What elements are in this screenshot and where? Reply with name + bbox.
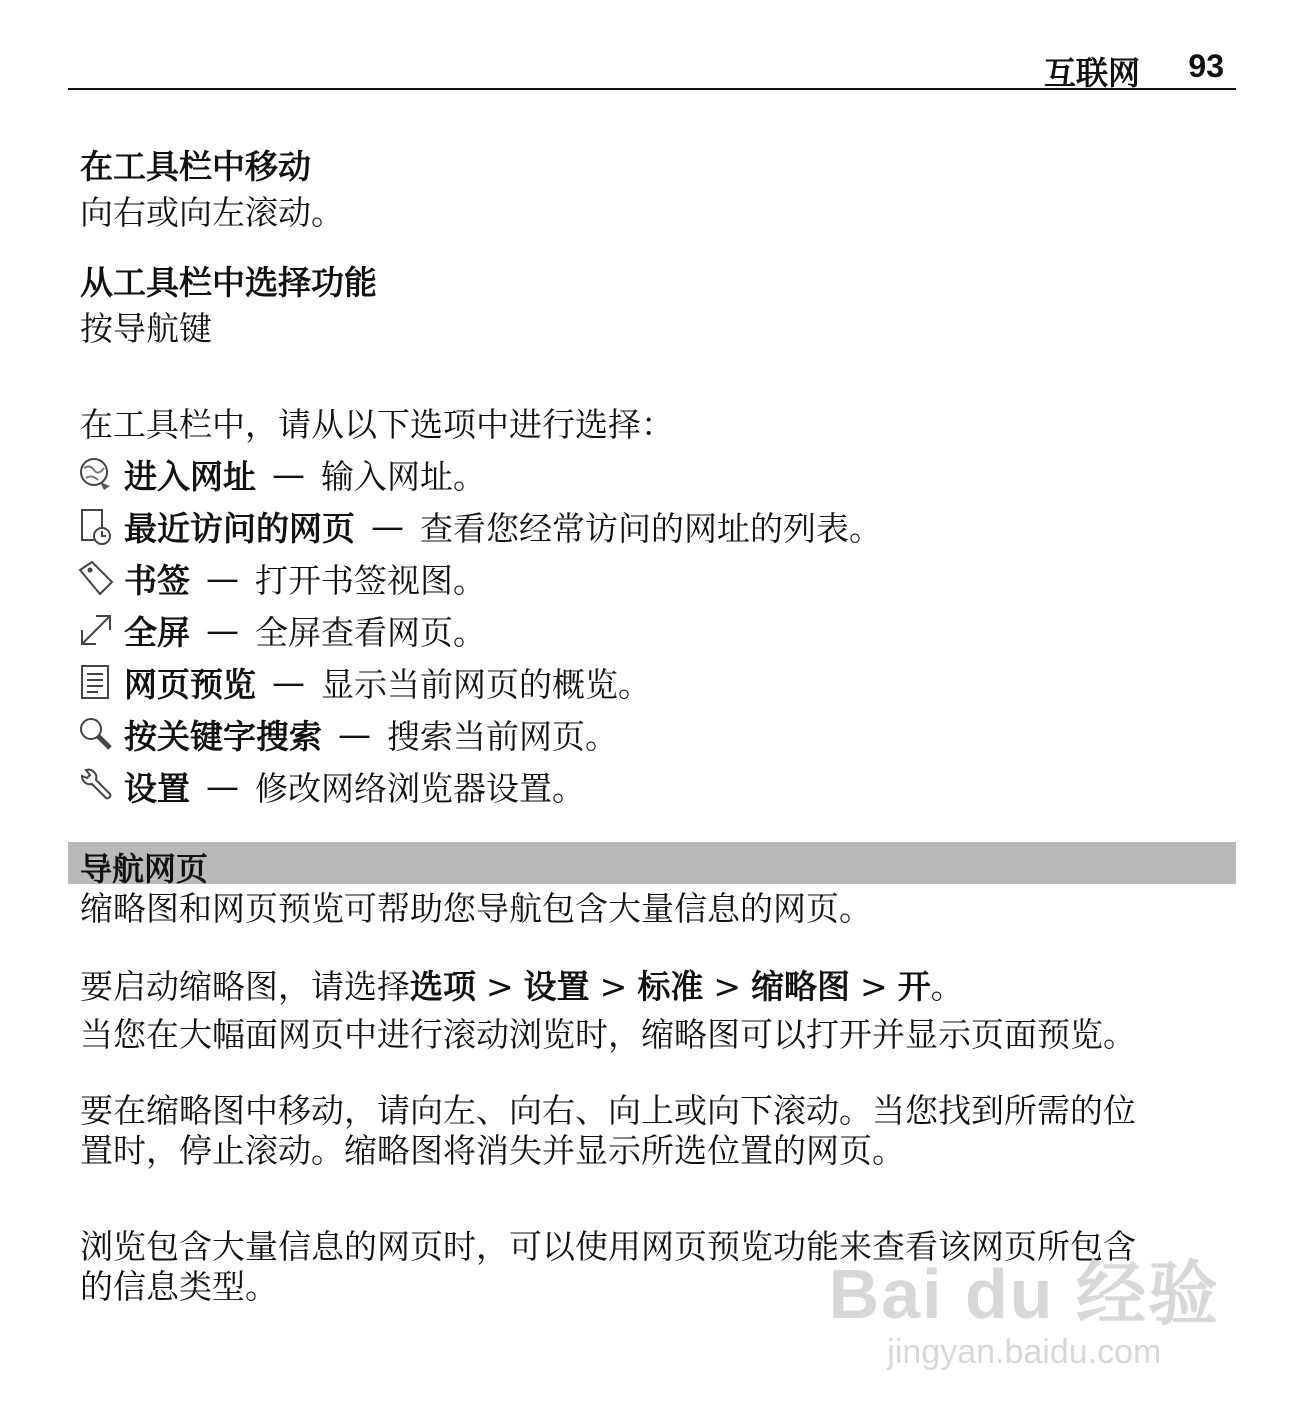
option-dash: — xyxy=(206,766,239,806)
globe-arrow-icon xyxy=(76,454,116,494)
option-keyword-search xyxy=(76,709,618,759)
recent-pages-icon xyxy=(76,506,116,546)
bookmark-tag-icon xyxy=(76,558,116,598)
fullscreen-arrow-icon xyxy=(76,610,116,650)
paragraph-line: 浏览包含大量信息的网页时，可以使用网页预览功能来查看该网页所包含 xyxy=(80,1227,1136,1266)
instruction-suffix: 。 xyxy=(930,967,964,1006)
option-desc: 全屏查看网页。 xyxy=(255,612,486,652)
toolbar-move-text: 向右或向左滚动。 xyxy=(80,193,344,232)
paragraph-line: 的信息类型。 xyxy=(80,1267,278,1306)
page-header xyxy=(68,40,1236,90)
watermark-url: jingyan.baidu.com xyxy=(887,1333,1162,1371)
option-recent-pages xyxy=(76,501,882,551)
option-name: 进入网址 xyxy=(124,456,256,496)
menu-path-standard: 标准 xyxy=(637,967,704,1006)
option-name: 网页预览 xyxy=(124,664,256,704)
toolbar-move-heading: 在工具栏中移动 xyxy=(80,147,311,186)
option-dash: — xyxy=(272,662,305,702)
page-number: 93 xyxy=(1188,48,1224,84)
option-desc: 打开书签视图。 xyxy=(255,560,486,600)
path-separator: > xyxy=(486,967,514,1006)
option-dash: — xyxy=(206,610,239,650)
thumbnail-start-instruction xyxy=(80,964,1230,1010)
option-page-preview xyxy=(76,657,651,707)
instruction-prefix: 要启动缩略图，请选择 xyxy=(80,967,410,1006)
thumbnail-move-paragraph xyxy=(80,1088,1230,1174)
option-desc: 显示当前网页的概览。 xyxy=(321,664,651,704)
option-dash: — xyxy=(206,558,239,598)
option-bookmarks xyxy=(76,553,486,603)
option-desc: 搜索当前网页。 xyxy=(387,716,618,756)
magnifier-icon xyxy=(76,714,116,754)
menu-path-settings: 设置 xyxy=(523,967,590,1006)
toolbar-select-text: 按导航键 xyxy=(80,309,212,348)
menu-path-on: 开 xyxy=(897,967,931,1006)
option-settings xyxy=(76,761,585,811)
option-desc: 输入网址。 xyxy=(321,456,486,496)
section-title: 导航网页 xyxy=(80,850,209,888)
toolbar-select-section xyxy=(80,260,1230,352)
path-separator: > xyxy=(859,967,888,1006)
option-name: 设置 xyxy=(124,768,190,808)
paragraph-line: 要在缩略图中移动，请向左、向右、向上或向下滚动。当您找到所需的位 xyxy=(80,1091,1136,1130)
menu-path-thumbnail: 缩略图 xyxy=(750,967,850,1006)
option-name: 最近访问的网页 xyxy=(124,508,355,548)
option-name: 按关键字搜索 xyxy=(124,716,322,756)
path-separator: > xyxy=(713,967,741,1006)
options-intro: 在工具栏中，请从以下选项中进行选择： xyxy=(80,405,674,444)
section-header-bar xyxy=(68,842,1236,888)
section-intro: 缩略图和网页预览可帮助您导航包含大量信息的网页。 xyxy=(80,889,872,928)
toolbar-select-heading: 从工具栏中选择功能 xyxy=(80,263,377,302)
option-name: 全屏 xyxy=(124,612,190,652)
path-separator: > xyxy=(599,967,628,1006)
baidu-watermark xyxy=(829,1238,1220,1372)
chapter-title: 互联网 xyxy=(1043,54,1140,92)
option-dash: — xyxy=(272,454,305,494)
option-desc: 修改网络浏览器设置。 xyxy=(255,768,585,808)
option-fullscreen xyxy=(76,605,486,655)
thumbnail-description: 当您在大幅面网页中进行滚动浏览时，缩略图可以打开并显示页面预览。 xyxy=(80,1015,1136,1054)
option-desc: 查看您经常访问的网址的列表。 xyxy=(420,508,882,548)
paragraph-line: 置时，停止滚动。缩略图将消失并显示所选位置的网页。 xyxy=(80,1131,905,1170)
toolbar-move-section xyxy=(80,144,1230,236)
option-enter-url xyxy=(76,449,486,499)
menu-path-options: 选项 xyxy=(410,967,476,1006)
option-name: 书签 xyxy=(124,560,190,600)
wrench-icon xyxy=(76,766,116,806)
option-dash: — xyxy=(371,506,404,546)
page-preview-icon xyxy=(76,662,116,702)
watermark-main: Bai du 经验 xyxy=(828,1255,1220,1333)
option-dash: — xyxy=(338,714,371,754)
